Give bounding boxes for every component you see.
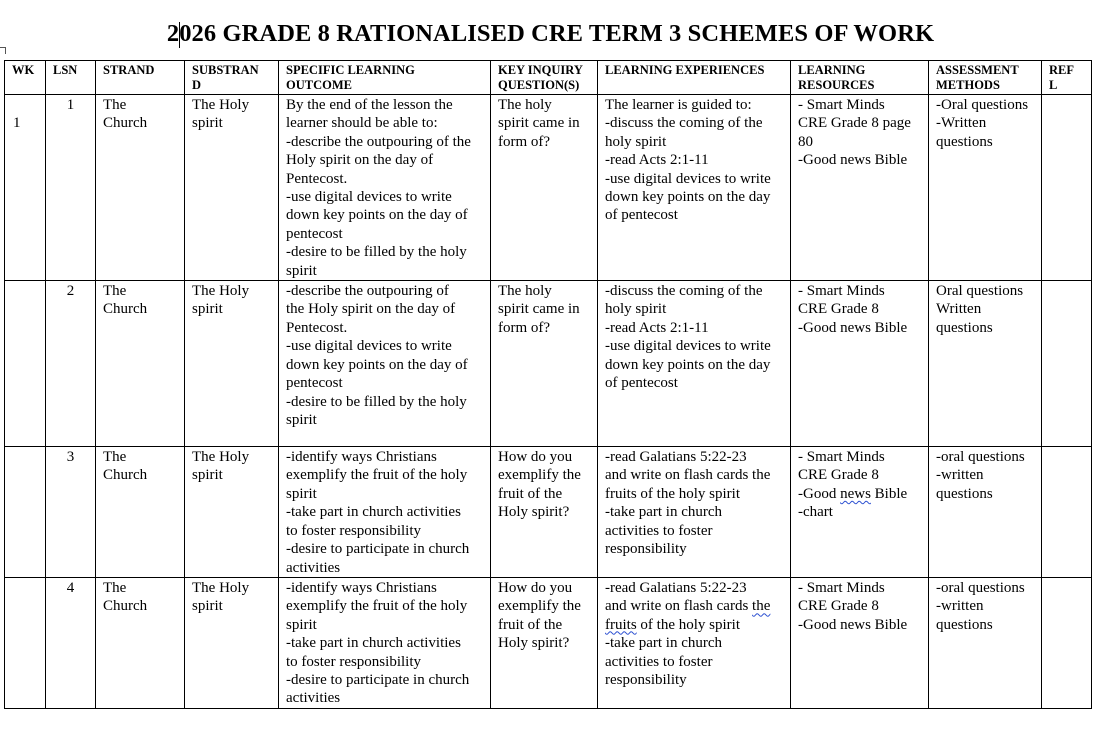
cell-line: fruit of the bbox=[498, 485, 563, 502]
cell-line: -read Galatians 5:22-23 bbox=[605, 449, 747, 466]
cell-resources bbox=[791, 447, 929, 578]
cell-line: KEY INQUIRY bbox=[498, 63, 583, 77]
cell-line: spirit bbox=[192, 467, 223, 484]
header-wk: WK bbox=[5, 61, 46, 95]
cell-refl bbox=[1042, 577, 1092, 708]
header-refl bbox=[1042, 61, 1092, 95]
cell-line: -read Acts 2:1-11 bbox=[605, 152, 709, 169]
header-strand: STRAND bbox=[96, 61, 185, 95]
cell-line: fruits of the holy spirit bbox=[605, 616, 740, 633]
cell-line: Holy spirit? bbox=[498, 635, 570, 652]
cell-line: 80 bbox=[798, 133, 813, 150]
cell-strand bbox=[96, 281, 185, 447]
cell-line: activities to foster bbox=[605, 522, 713, 539]
cell-substrand bbox=[185, 95, 279, 281]
cell-experiences bbox=[598, 577, 791, 708]
cell-line: -written bbox=[936, 467, 984, 484]
cell-line: ASSESSMENT bbox=[936, 63, 1019, 77]
cell-line: Holy spirit on the day of bbox=[286, 152, 434, 169]
cell-outcome bbox=[279, 281, 491, 447]
cell-resources bbox=[791, 577, 929, 708]
cell-line: responsibility bbox=[605, 541, 687, 558]
cell-line: exemplify the bbox=[498, 467, 581, 484]
cell-line: -discuss the coming of the bbox=[605, 115, 763, 132]
cell-line: -chart bbox=[798, 504, 833, 521]
header-resources bbox=[791, 61, 929, 95]
header-substrand bbox=[185, 61, 279, 95]
cell-line: pentecost bbox=[286, 225, 343, 242]
cell-line: -oral questions bbox=[936, 449, 1025, 466]
cell-line: learner should be able to: bbox=[286, 115, 438, 132]
cell-line: down key points on the day bbox=[605, 356, 771, 373]
cell-line: The Holy bbox=[192, 579, 250, 596]
cell-line: The Holy bbox=[192, 283, 250, 300]
cell-line: pentecost bbox=[286, 375, 343, 392]
cell-line: The Holy bbox=[192, 97, 250, 113]
cell-line: -use digital devices to write bbox=[286, 189, 452, 206]
schemes-of-work-table bbox=[4, 60, 1092, 709]
cell-line: -read Galatians 5:22-23 bbox=[605, 579, 747, 596]
cell-assessment bbox=[929, 577, 1042, 708]
cell-line: -discuss the coming of the bbox=[605, 283, 763, 300]
cell-line: CRE Grade 8 bbox=[798, 301, 879, 318]
cell-line: Church bbox=[103, 467, 148, 484]
table-row bbox=[5, 281, 1092, 447]
cell-line: METHODS bbox=[936, 78, 1000, 92]
cell-line: -Good news Bible bbox=[798, 485, 908, 502]
cell-outcome bbox=[279, 447, 491, 578]
cell-line: -Written bbox=[936, 115, 987, 132]
cell-line: -desire to participate in church bbox=[286, 671, 470, 688]
cell-inquiry bbox=[491, 447, 598, 578]
cell-line: exemplify the fruit of the holy bbox=[286, 598, 468, 615]
cell-line: to foster responsibility bbox=[286, 522, 421, 539]
cell-line: spirit came in bbox=[498, 115, 580, 132]
cell-experiences bbox=[598, 95, 791, 281]
cell-lsn: 3 bbox=[46, 447, 96, 578]
cell-line: LEARNING EXPERIENCES bbox=[605, 63, 765, 77]
cell-line: SPECIFIC LEARNING bbox=[286, 63, 415, 77]
cell-resources bbox=[791, 95, 929, 281]
cell-line: activities to foster bbox=[605, 653, 713, 670]
cell-line: -Good news Bible bbox=[798, 152, 908, 169]
cell-line: Oral questions bbox=[936, 283, 1024, 300]
cell-refl bbox=[1042, 447, 1092, 578]
cell-line: -written bbox=[936, 598, 984, 615]
cell-line: spirit bbox=[192, 115, 223, 132]
cell-substrand bbox=[185, 281, 279, 447]
cell-inquiry bbox=[491, 95, 598, 281]
cell-line: CRE Grade 8 bbox=[798, 467, 879, 484]
cell-line: OUTCOME bbox=[286, 78, 352, 92]
cell-line: The Holy bbox=[192, 449, 250, 466]
cell-line: How do you bbox=[498, 579, 573, 596]
cell-line: Church bbox=[103, 301, 148, 318]
cell-line: spirit bbox=[286, 616, 317, 633]
cell-line: RESOURCES bbox=[798, 78, 875, 92]
cell-line: The holy bbox=[498, 283, 552, 300]
spellcheck-underline: the bbox=[752, 598, 771, 615]
cell-line: questions bbox=[936, 616, 993, 633]
cell-line: - Smart Minds bbox=[798, 579, 885, 596]
cell-line: QUESTION(S) bbox=[498, 78, 580, 92]
cell-line: The holy bbox=[498, 97, 552, 113]
cell-line: -describe the outpouring of the bbox=[286, 133, 471, 150]
cell-resources bbox=[791, 281, 929, 447]
cell-line: - Smart Minds bbox=[798, 449, 885, 466]
cell-line: to foster responsibility bbox=[286, 653, 421, 670]
cell-line: activities bbox=[286, 559, 341, 576]
cell-line: D bbox=[192, 78, 202, 92]
cell-line: Holy spirit? bbox=[498, 504, 570, 521]
cell-inquiry bbox=[491, 577, 598, 708]
cell-line: -desire to be filled by the holy bbox=[286, 244, 467, 261]
cell-line: -take part in church activities bbox=[286, 504, 461, 521]
cell-line: responsibility bbox=[605, 671, 687, 688]
cell-line: down key points on the day of bbox=[286, 207, 468, 224]
cell-line: -use digital devices to write bbox=[605, 170, 771, 187]
header-assessment bbox=[929, 61, 1042, 95]
cell-assessment bbox=[929, 447, 1042, 578]
cell-line: questions bbox=[936, 319, 993, 336]
cell-line: spirit bbox=[192, 598, 223, 615]
spellcheck-underline: news bbox=[840, 485, 871, 502]
cell-assessment bbox=[929, 95, 1042, 281]
cell-line: -take part in church activities bbox=[286, 635, 461, 652]
cell-line: -oral questions bbox=[936, 579, 1025, 596]
cell-line: -read Acts 2:1-11 bbox=[605, 319, 709, 336]
cell-line: holy spirit bbox=[605, 133, 667, 150]
cell-line: By the end of the lesson the bbox=[286, 97, 453, 113]
cell-line: - Smart Minds bbox=[798, 283, 885, 300]
cell-inquiry bbox=[491, 281, 598, 447]
cell-lsn: 2 bbox=[46, 281, 96, 447]
header-row bbox=[5, 61, 1092, 95]
cell-line: of pentecost bbox=[605, 375, 678, 392]
cell-substrand bbox=[185, 577, 279, 708]
spellcheck-underline: fruits bbox=[605, 616, 637, 633]
cell-line: How do you bbox=[498, 449, 573, 466]
cell-line: -use digital devices to write bbox=[605, 338, 771, 355]
cell-line: -Good news Bible bbox=[798, 319, 908, 336]
cell-line: Pentecost. bbox=[286, 170, 348, 187]
cell-line: - Smart Minds bbox=[798, 97, 885, 113]
cell-line: The bbox=[103, 97, 127, 113]
cell-assessment bbox=[929, 281, 1042, 447]
cell-wk: 1 bbox=[5, 95, 46, 281]
cell-line: -Good news Bible bbox=[798, 616, 908, 633]
cell-line: the Holy spirit on the day of bbox=[286, 301, 456, 318]
cell-outcome bbox=[279, 577, 491, 708]
table-row bbox=[5, 447, 1092, 578]
cell-line: Written bbox=[936, 301, 982, 318]
table-row bbox=[5, 95, 1092, 281]
cell-line: and write on flash cards the bbox=[605, 598, 771, 615]
cell-line: -desire to be filled by the holy bbox=[286, 393, 467, 410]
cell-line: -take part in church bbox=[605, 504, 723, 521]
cell-line: CRE Grade 8 page bbox=[798, 115, 911, 132]
cell-line: holy spirit bbox=[605, 301, 667, 318]
cell-refl bbox=[1042, 281, 1092, 447]
cell-experiences bbox=[598, 447, 791, 578]
cell-line: -Oral questions bbox=[936, 97, 1029, 113]
cell-wk bbox=[5, 577, 46, 708]
table-row bbox=[5, 577, 1092, 708]
header-lsn: LSN bbox=[46, 61, 96, 95]
cell-line: fruit of the bbox=[498, 616, 563, 633]
cell-lsn: 1 bbox=[46, 95, 96, 281]
cell-line: -identify ways Christians bbox=[286, 579, 437, 596]
cell-line: down key points on the day of bbox=[286, 356, 468, 373]
cell-line: spirit bbox=[286, 485, 317, 502]
cell-line: spirit came in bbox=[498, 301, 580, 318]
cell-line: L bbox=[1049, 78, 1058, 92]
cell-line: -desire to participate in church bbox=[286, 541, 470, 558]
cell-line: Church bbox=[103, 115, 148, 132]
header-inquiry bbox=[491, 61, 598, 95]
cell-line: down key points on the day bbox=[605, 189, 771, 206]
cell-line: spirit bbox=[286, 262, 317, 279]
cell-line: The bbox=[103, 579, 127, 596]
cell-line: The learner is guided to: bbox=[605, 97, 752, 113]
cell-line: and write on flash cards the bbox=[605, 467, 771, 484]
cell-line: -describe the outpouring of bbox=[286, 283, 449, 300]
cell-wk bbox=[5, 447, 46, 578]
cell-line: exemplify the fruit of the holy bbox=[286, 467, 468, 484]
cell-line: The bbox=[103, 449, 127, 466]
cell-line: -take part in church bbox=[605, 635, 723, 652]
cell-line: Church bbox=[103, 598, 148, 615]
cell-line: form of? bbox=[498, 319, 551, 336]
cell-line: of pentecost bbox=[605, 207, 678, 224]
cell-line: spirit bbox=[192, 301, 223, 318]
cell-line: The bbox=[103, 283, 127, 300]
header-experiences bbox=[598, 61, 791, 95]
document-title: 2026 GRADE 8 RATIONALISED CRE TERM 3 SCHEMES OF WORK bbox=[166, 20, 935, 47]
cell-refl bbox=[1042, 95, 1092, 281]
cell-line: questions bbox=[936, 485, 993, 502]
cell-substrand bbox=[185, 447, 279, 578]
cell-line: spirit bbox=[286, 411, 317, 428]
cell-line: REF bbox=[1049, 63, 1074, 77]
cell-line: SUBSTRAN bbox=[192, 63, 259, 77]
header-outcome bbox=[279, 61, 491, 95]
cell-wk bbox=[5, 281, 46, 447]
cell-lsn: 4 bbox=[46, 577, 96, 708]
cell-experiences bbox=[598, 281, 791, 447]
cell-line: exemplify the bbox=[498, 598, 581, 615]
cell-line: -identify ways Christians bbox=[286, 449, 437, 466]
cell-strand bbox=[96, 95, 185, 281]
cell-line: -use digital devices to write bbox=[286, 338, 452, 355]
cell-strand bbox=[96, 577, 185, 708]
cell-outcome bbox=[279, 95, 491, 281]
cell-line: activities bbox=[286, 690, 341, 707]
cell-line: questions bbox=[936, 133, 993, 150]
cell-line: LEARNING bbox=[798, 63, 866, 77]
cell-line: Pentecost. bbox=[286, 319, 348, 336]
cell-line: CRE Grade 8 bbox=[798, 598, 879, 615]
cell-line: fruits of the holy spirit bbox=[605, 485, 740, 502]
cell-line: form of? bbox=[498, 133, 551, 150]
cell-strand bbox=[96, 447, 185, 578]
